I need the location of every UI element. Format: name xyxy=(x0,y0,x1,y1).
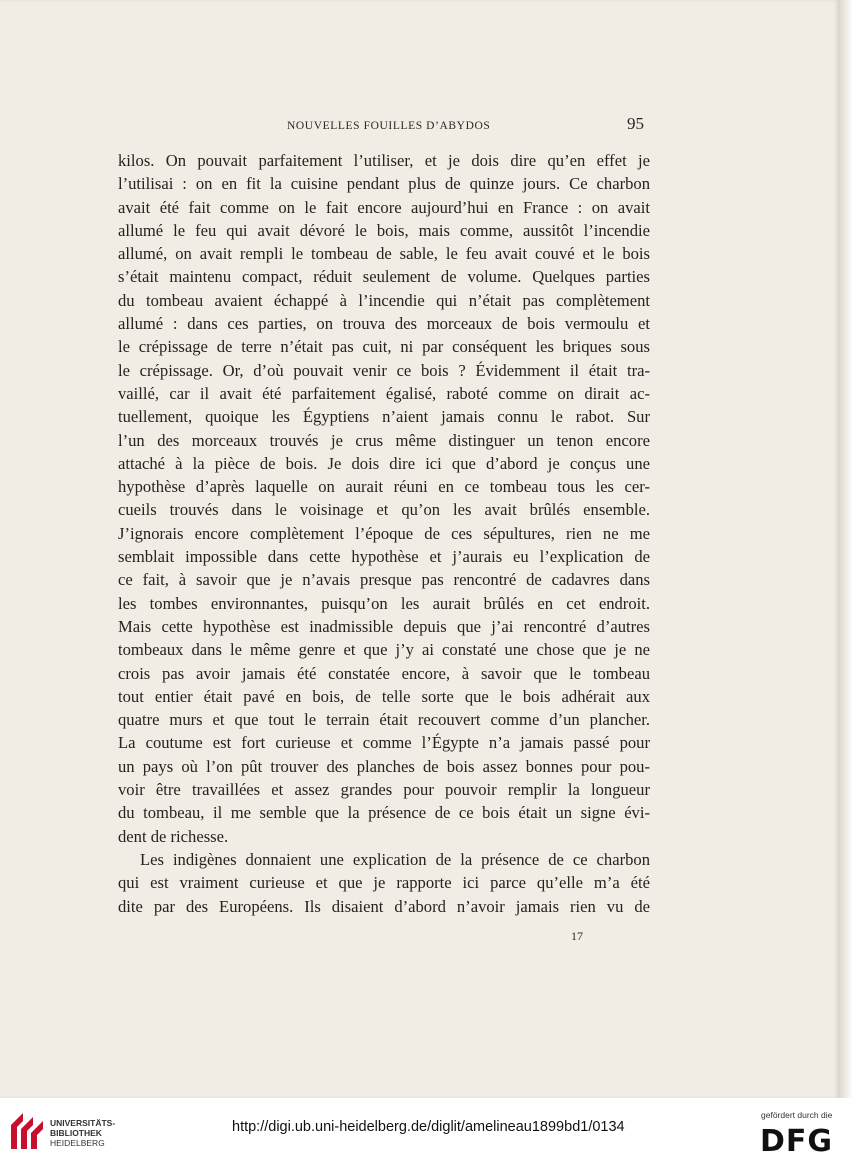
page-number: 95 xyxy=(627,114,644,133)
body-text xyxy=(118,149,650,918)
text-line: du tombeau, il me semble que la présence de ce bois était un signe évi- xyxy=(118,803,650,823)
text-line: l’utilisai : on en fit la cuisine pendant plus de quinze jours. Ce charbon xyxy=(118,174,650,194)
text-line: voir être travaillées et assez grandes pour pouvoir remplir la longueur xyxy=(118,780,650,800)
text-line: dent de richesse. xyxy=(118,826,229,846)
dfg-logo: DFG xyxy=(760,1124,834,1159)
text-line: quatre murs et que tout le terrain était recouvert comme d’un plancher. xyxy=(118,710,650,730)
text-line: attaché à la pièce de bois. Je dois dire ici que d’abord je conçus une xyxy=(118,453,650,473)
text-line: allumé : dans ces parties, on trouva des morceaux de bois vermoulu et xyxy=(118,314,650,334)
text-line: tuellement, quoique les Égyptiens n’aient jamais connu le rabot. Sur xyxy=(118,407,650,427)
text-line: avait été fait comme on le fait encore aujourd’hui en France : on avait xyxy=(118,197,650,217)
dfg-caption: gefördert durch die xyxy=(761,1110,833,1120)
text-line: le crépissage de terre n’était pas cuit, ni par conséquent les briques sous xyxy=(118,337,650,357)
signature-mark: 17 xyxy=(571,929,583,943)
text-line: Les indigènes donnaient une explication de la présence de ce charbon xyxy=(140,849,650,869)
text-line: les tombes environnantes, puisqu’on les aurait brûlés en cet endroit. xyxy=(118,593,650,613)
text-line: l’un des morceaux trouvés je crus même distinguer un tenon encore xyxy=(118,430,650,450)
library-name xyxy=(50,1118,115,1148)
text-line: dite par des Européens. Ils disaient d’abord n’avoir jamais rien vu de xyxy=(118,896,650,916)
text-line: kilos. On pouvait parfaitement l’utiliser, et je dois dire qu’en effet je xyxy=(118,151,650,170)
text-line: tombeaux dans le même genre et que j’y ai constaté une chose que je ne xyxy=(118,640,650,660)
text-line: ce fait, à savoir que je n’avais presque pas rencontré de cadavres dans xyxy=(118,570,650,590)
text-line: un pays où l’on pût trouver des planches de bois assez bonnes pour pou- xyxy=(118,756,650,776)
text-line: s’était maintenu compact, réduit seulement de volume. Quelques parties xyxy=(118,267,650,287)
text-line: allumé, on avait rempli le tombeau de sable, le feu avait couvé et le bois xyxy=(118,244,650,264)
library-name-line: UNIVERSITÄTS- xyxy=(50,1118,116,1128)
page-edge-shadow xyxy=(838,0,853,1098)
text-line: du tombeau avaient échappé à l’incendie qui n’était pas complètement xyxy=(118,290,650,310)
running-head: NOUVELLES FOUILLES D’ABYDOS xyxy=(287,120,491,132)
text-line: La coutume est fort curieuse et comme l’Égypte n’a jamais passé pour xyxy=(118,733,650,753)
text-line: J’ignorais encore complètement l’époque de ces sépultures, rien ne me xyxy=(118,523,650,543)
text-line: semblait impossible dans cette hypothèse et j’aurais eu l’explication de xyxy=(118,547,650,567)
text-line: hypothèse d’après laquelle on aurait réuni en ce tombeau tous les cer- xyxy=(118,477,650,497)
text-line: Mais cette hypothèse est inadmissible depuis que j’ai rencontré d’autres xyxy=(118,616,650,636)
text-line: allumé le feu qui avait dévoré le bois, mais comme, aussitôt l’incendie xyxy=(118,220,650,240)
text-line: le crépissage. Or, d’où pouvait venir ce bois ? Évidemment il était tra- xyxy=(118,360,650,380)
library-name-line: HEIDELBERG xyxy=(50,1138,105,1148)
text-line: cueils trouvés dans le voisinage et qu’on les avait brûlés ensemble. xyxy=(118,500,650,520)
source-url-link[interactable]: http://digi.ub.uni-heidelberg.de/diglit/amelineau1899bd1/0134 xyxy=(232,1119,625,1135)
text-line: qui est vraiment curieuse et que je rapporte ici parce qu’elle m’a été xyxy=(118,873,650,893)
text-line: tout entier était pavé en bois, de telle sorte que le bois adhérait aux xyxy=(118,686,650,706)
library-name-line: BIBLIOTHEK xyxy=(50,1128,102,1138)
text-line: vaillé, car il avait été parfaitement égalisé, raboté comme on dirait ac- xyxy=(118,383,650,403)
university-library-logo-icon xyxy=(9,1111,45,1151)
text-line: crois pas avoir jamais été constatée encore, à savoir que le tombeau xyxy=(118,663,650,683)
